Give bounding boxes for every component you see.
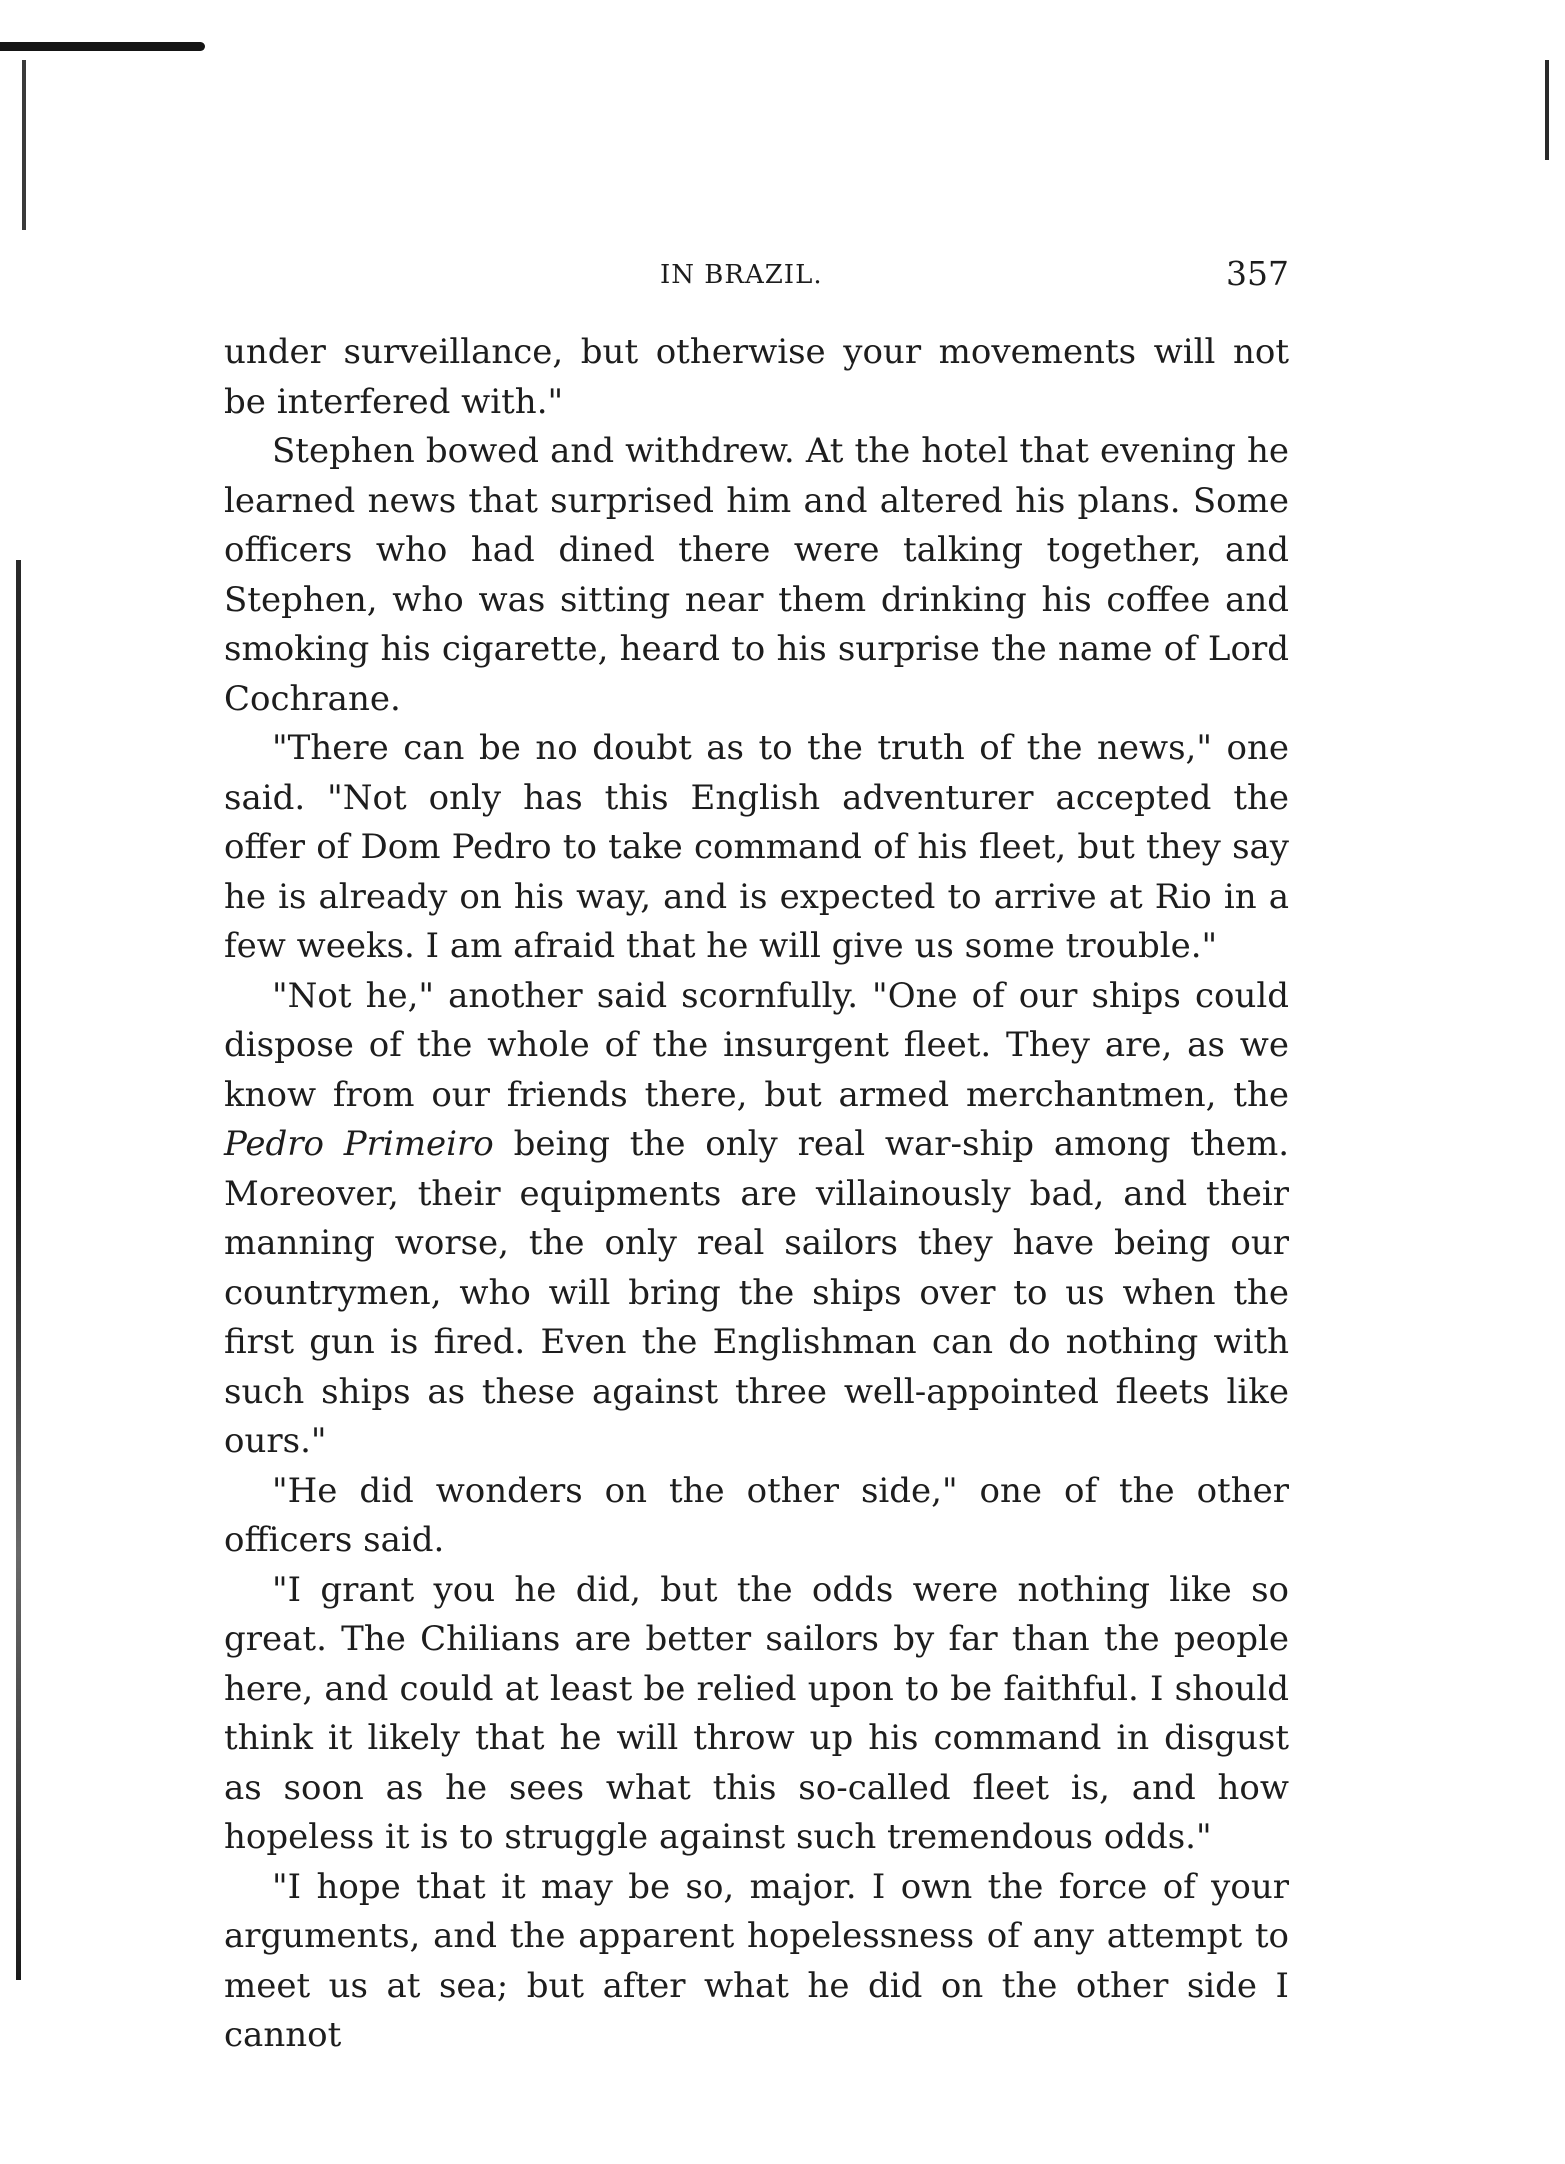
paragraph: "There can be no doubt as to the truth of the news," one said. "Not only has this English adventurer accepted the offer of Dom Pedro to take command of his fleet, but they say he is already on his way, and is expected to arrive at Rio in a few weeks. I am afraid that he will give us some trouble.": [224, 728, 1289, 966]
scan-binding-shadow: [0, 42, 205, 51]
ship-name-italic: Pedro Primeiro: [224, 1124, 494, 1164]
scan-edge-mark-right: [1545, 60, 1549, 160]
running-head: IN BRAZIL.: [660, 260, 823, 290]
scan-edge-mark: [22, 60, 26, 230]
paragraph: under surveillance, but otherwise your movements will not be interfered with.": [224, 332, 1289, 422]
paragraph-text: "Not he," another said scornfully. "One of our ships could dispose of the whole of the insurgent fleet. They are, as we know from our friends there, but armed merchantmen, the: [224, 975, 1289, 1115]
paragraph: Stephen bowed and withdrew. At the hotel that evening he learned news that surprised him and altered his plans. Some officers who had dined there were talking together, and Stephen, who was sitting near them drinking his coffee and smoking his cigarette, heard to his surprise the name of Lord Cochrane.: [224, 431, 1289, 719]
paragraph-text: being the only real war-ship among them. Moreover, their equipments are villainously bad, and their manning worse, the only real sailors they have being our countrymen, who will bring the ships over to us when the first gun is fired. Even the Englishman can do nothing with such ships as these against three well-appointed fleets like ours.": [224, 1124, 1289, 1461]
paragraph: "He did wonders on the other side," one of the other officers said.: [224, 1470, 1289, 1560]
page-header: [224, 254, 1289, 304]
paragraph: "I hope that it may be so, major. I own the force of your arguments, and the apparent hopelessness of any attempt to meet us at sea; but after what he did on the other side I cannot: [224, 1866, 1289, 2055]
page-body: [224, 328, 1289, 2061]
paragraph: "I grant you he did, but the odds were nothing like so great. The Chilians are better sailors by far than the people here, and could at least be relied upon to be faithful. I should think it likely that he will throw up his command in disgust as soon as he sees what this so-called fleet is, and how hopeless it is to struggle against such tremendous odds.": [224, 1569, 1289, 1857]
page-number: 357: [1226, 254, 1289, 293]
paragraph: [224, 972, 1289, 1467]
scan-gutter-shadow: [16, 560, 21, 1980]
